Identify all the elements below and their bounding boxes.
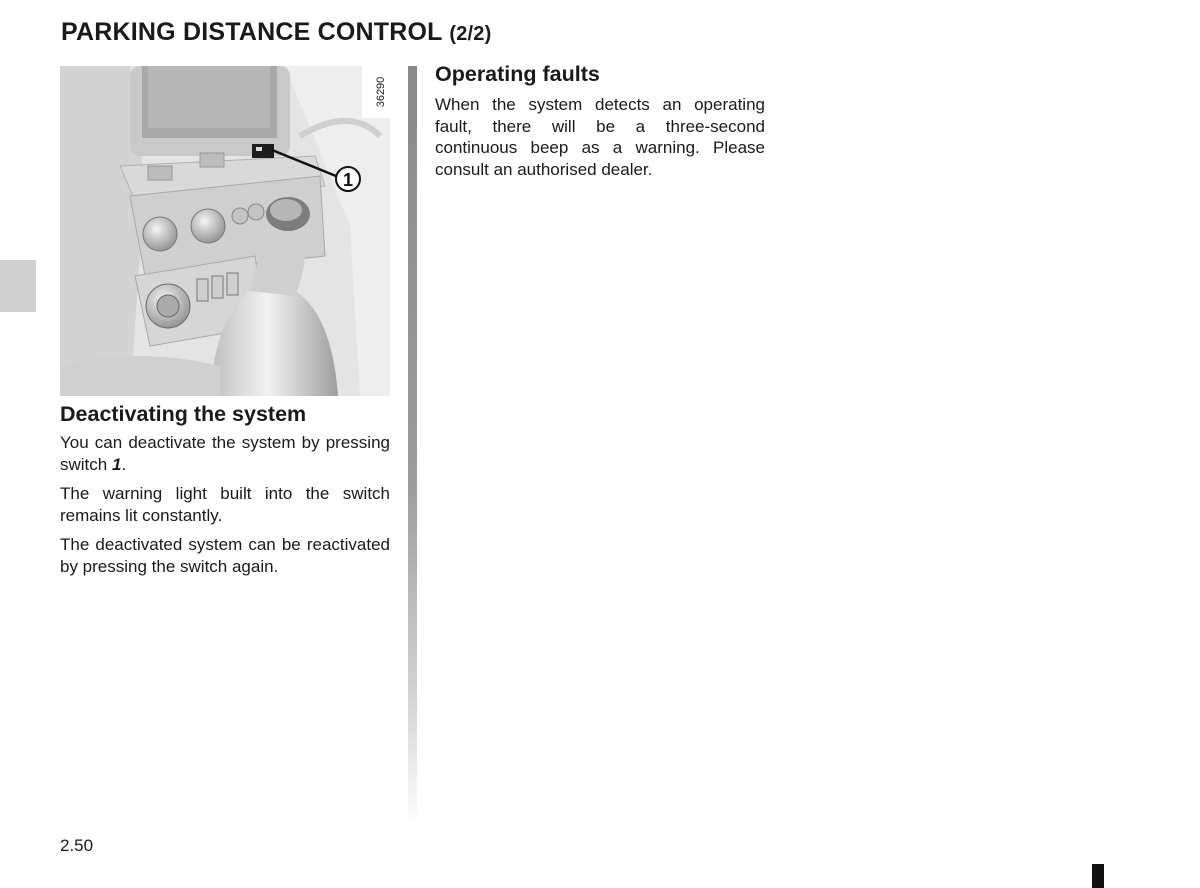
faults-paragraph: When the system detects an operating fault, there will be a three-second continuous beep as a warning. Please consult an authorised dealer. — [435, 95, 765, 179]
deactivating-text-end: . — [121, 454, 127, 474]
deactivating-section — [60, 400, 390, 585]
deactivating-paragraph-2: The warning light built into the switch remains lit constantly. — [60, 484, 390, 525]
page-title-main: PARKING DISTANCE CONTROL — [61, 18, 443, 46]
column-divider — [408, 66, 417, 826]
deactivating-text: You can deactivate the system by pressing switch — [60, 433, 390, 474]
dashboard-figure — [60, 66, 390, 396]
page-title-part: (2/2) — [449, 23, 492, 45]
callout-label: 1 — [342, 170, 354, 190]
deactivating-paragraph-1 — [60, 432, 390, 475]
faults-section — [435, 60, 765, 188]
reference-number: 36290 — [375, 76, 387, 108]
faults-heading: Operating faults — [435, 62, 600, 86]
page-number: 2.50 — [60, 836, 94, 855]
page-corner-mark — [1092, 864, 1104, 888]
deactivating-paragraph-3: The deactivated system can be reactivated by pressing the switch again. — [60, 535, 390, 576]
deactivating-heading: Deactivating the system — [60, 402, 307, 426]
chapter-tab — [0, 260, 36, 312]
switch-reference: 1 — [111, 454, 122, 474]
car-dashboard-illustration — [60, 66, 390, 396]
page-title — [61, 18, 491, 47]
